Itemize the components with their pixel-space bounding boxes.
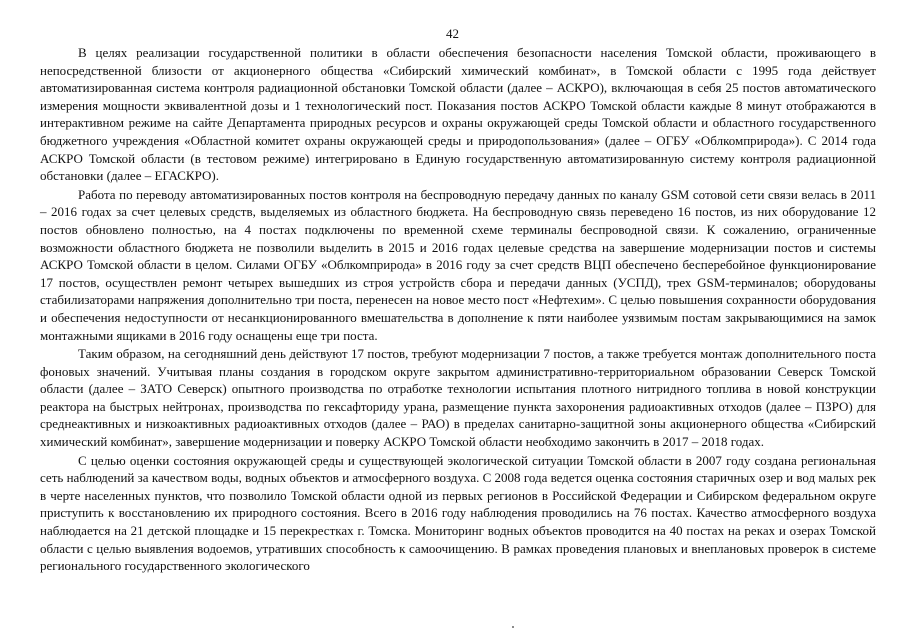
page-number: 42	[446, 26, 459, 41]
paragraph-askro-intro: В целях реализации государственной политики в области обеспечения безопасности населения Томской области, проживающего в непосредственной близости от акционерного общества «Сибирский химический комбинат», в Томской области с 1995 года действует автоматизированная система контроля радиационной обстановки Томской области (далее – АСКРО), включающая в себя 25 постов автоматического измерения мощности эквивалентной дозы и 1 технологический пост. Показания постов АСКРО Томской области каждые 8 минут отображаются в интерактивном режиме на сайте Департамента природных ресурсов и охраны окружающей среды Томской области и областного государственного бюджетного учреждения «Областной комитет охраны окружающей среды и природопользования» (далее – ОГБУ «Облкомприрода»). С 2014 года АСКРО Томской области (в тестовом режиме) интегрировано в Единую государственную автоматизированную систему контроля радиационной обстановки (далее – ЕГАСКРО).	[40, 45, 876, 184]
paragraph-monitoring-network: С целью оценки состояния окружающей среды и существующей экологической ситуации Томской области в 2007 году создана региональная сеть наблюдений за качеством воды, водных объектов и атмосферного воздуха. С 2008 года ведется оценка состояния старичных озер и вод малых рек в черте населенных пунктов, что позволило Томской области одной из первых регионов в Российской Федерации и Сибирском федеральном округе приступить к восстановлению их природного состояния. Всего в 2016 году наблюдения проводились на 76 постах. Качество атмосферного воздуха наблюдается на 21 детской площадке и 15 перекрестках г. Томска. Мониторинг водных объектов проводится на 40 постах на реках и озерах Томской области с целью выявления водоемов, утративших способность к самоочищению. В рамках проведения плановых и внеплановых проверок в системе регионального государственного экологического	[40, 452, 876, 574]
paragraph-gsm-transfer: Работа по переводу автоматизированных постов контроля на беспроводную передачу данных по каналу GSM сотовой сети связи велась в 2011 – 2016 годах за счет целевых средств, выделяемых из областного бюджета. На беспроводную связь переведено 16 постов, из них оборудование 12 постов обновлено полностью, на 4 постах подключены по временной схеме терминалы беспроводной связи. К сожалению, ограниченные возможности областного бюджета не позволили выделить в 2015 и 2016 годах целевые средства на завершение модернизации постов и системы АСКРО Томской области в целом. Силами ОГБУ «Облкомприрода» в 2016 году за счет средств ВЦП обеспечено бесперебойное функционирование 17 постов, осуществлен ремонт четырех вышедших из строя устройств сбора и передачи данных (УСПД), трех GSM-терминалов; оборудованы стабилизаторами напряжения дополнительно три поста, перенесен на новое место пост «Нефтехим». С целью повышения сохранности оборудования и обеспечения недоступности от несанкционированного вмешательства в дополнение к пяти наиболее уязвимым постам закрывающимися на замок монтажными ящиками в 2016 году оснащены еще три поста.	[40, 186, 876, 343]
scan-speck	[512, 626, 514, 628]
body-text	[40, 44, 876, 576]
paragraph-current-state: Таким образом, на сегодняшний день действуют 17 постов, требуют модернизации 7 постов, а также требуется монтаж дополнительного поста фоновых значений. Учитывая планы создания в городском округе закрытом административно-территориальном образовании Северск Томской области (далее – ЗАТО Северск) опытного производства по отработке технологии испытания плотного нитридного топлива в новой конструкции реактора на быстрых нейтронах, производства по гексафториду урана, размещение пункта захоронения радиоактивных отходов (далее – ПЗРО) для среднеактивных и низкоактивных радиоактивных отходов (далее – РАО) в пределах санитарно-защитной зоны акционерного общества «Сибирский химический комбинат», завершение модернизации и поверку АСКРО Томской области необходимо закончить в 2017 – 2018 годах.	[40, 346, 876, 450]
